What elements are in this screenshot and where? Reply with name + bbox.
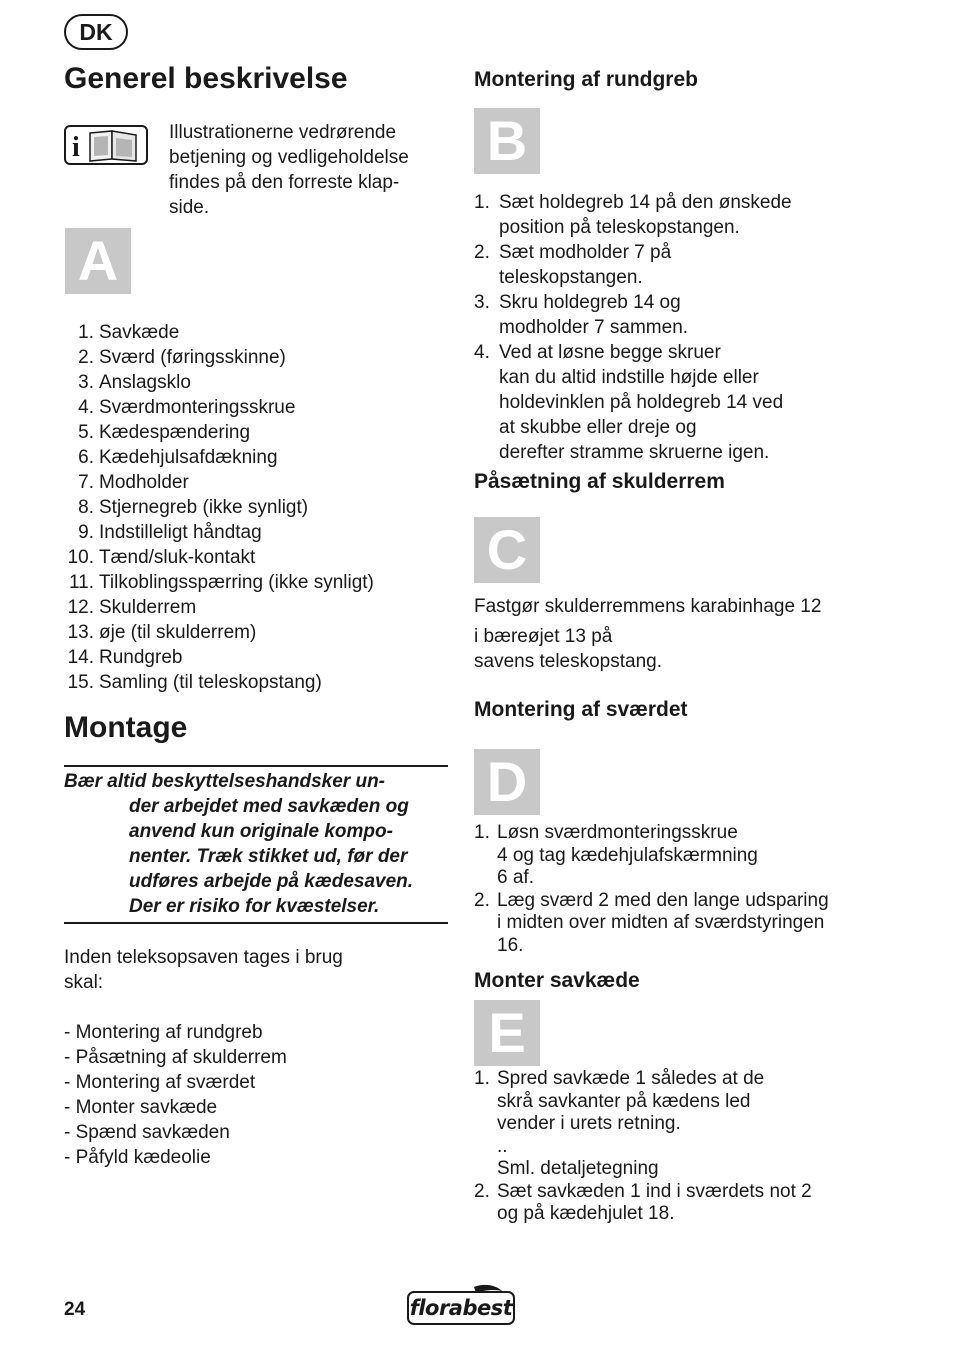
item-text: øje (til skulderrem): [99, 622, 257, 643]
parts-list: [64, 320, 444, 695]
list-item: [474, 290, 894, 340]
item-number: 9.: [78, 522, 94, 543]
logo-text: florabest: [409, 1296, 513, 1320]
text-line: savens teleskopstang.: [474, 651, 663, 672]
list-item: [64, 495, 444, 520]
section-heading-montage: Montage: [64, 711, 188, 744]
svaerdet-steps: [474, 822, 914, 957]
svg-text:i: i: [72, 132, 80, 163]
item-line: at skubbe eller dreje og: [499, 417, 697, 438]
list-item: [474, 1181, 914, 1226]
item-text: Modholder: [99, 472, 189, 493]
info-text-line: side.: [169, 197, 210, 218]
list-item: [64, 445, 444, 470]
section-heading-skulderrem: Påsætning af skulderrem: [474, 470, 725, 493]
item-text: Tænd/sluk-kontakt: [99, 547, 256, 568]
item-text: Stjernegreb (ikke synligt): [99, 497, 309, 518]
text-line: i bæreøjet 13 på: [474, 626, 613, 647]
item-line: Læg sværd 2 med den lange udsparing: [497, 889, 829, 911]
section-heading-rundgreb: Montering af rundgreb: [474, 68, 698, 91]
list-item: [474, 190, 894, 240]
item-number: 11.: [68, 572, 94, 593]
warning-bottom-rule: [64, 922, 448, 924]
list-item: [64, 645, 444, 670]
list-item: [64, 620, 444, 645]
item-number: 2.: [474, 1180, 490, 1202]
list-item: [64, 370, 444, 395]
item-number: 3.: [78, 372, 94, 393]
item-number: 8.: [78, 497, 94, 518]
list-item: [474, 890, 914, 958]
section-heading-svaerdet: Montering af sværdet: [474, 698, 688, 721]
item-line: Sæt holdegreb 14 på den ønskede: [499, 192, 792, 213]
list-item: [64, 570, 444, 595]
item-number: 10.: [67, 547, 94, 568]
section-heading-general: Generel beskrivelse: [64, 62, 348, 95]
item-number: 2.: [78, 347, 94, 368]
item-text: Anslagsklo: [99, 372, 191, 393]
list-item: [64, 320, 444, 345]
info-text-line: betjening og vedligeholdelse: [169, 147, 409, 168]
list-item: [64, 395, 444, 420]
item-text: Kædehjulsafdækning: [99, 447, 278, 468]
item-line: Ved at løsne begge skruer: [499, 342, 721, 363]
intro-line: skal:: [64, 972, 104, 993]
item-text: Savkæde: [99, 322, 180, 343]
item-line: 16.: [497, 934, 524, 956]
list-item: [474, 1068, 914, 1181]
item-number: 1.: [474, 822, 490, 843]
item-text: Rundgreb: [99, 647, 183, 668]
figure-d-label: D: [474, 749, 540, 815]
item-line: Sæt savkæden 1 ind i sværdets not 2: [497, 1180, 812, 1202]
item-line: 4 og tag kædehjulafskærmning: [497, 844, 758, 866]
list-item: [64, 470, 444, 495]
item-line: derefter stramme skruerne igen.: [499, 442, 770, 463]
figure-e-label: E: [474, 1000, 540, 1066]
item-number: 7.: [78, 472, 94, 493]
info-text-line: findes på den forreste klap-: [169, 172, 400, 193]
skulderrem-text: [474, 594, 821, 674]
figure-a-label: A: [65, 228, 131, 294]
step-item: - Monter savkæde: [64, 1097, 218, 1118]
warning-line: Der er risiko for kvæstelser.: [129, 896, 380, 917]
item-number: 1.: [78, 322, 94, 343]
item-number: 2.: [474, 242, 490, 263]
safety-warning: [64, 769, 448, 919]
warning-line: udføres arbejde på kædesaven.: [129, 871, 414, 892]
list-item: [64, 345, 444, 370]
item-line: Sæt modholder 7 på: [499, 242, 672, 263]
language-badge: DK: [64, 14, 128, 50]
warning-line: der arbejdet med savkæden og: [129, 796, 409, 817]
text-line: Fastgør skulderremmens karabinhage 12: [474, 596, 822, 617]
savkaede-steps: [474, 1068, 914, 1226]
item-number: 14.: [67, 647, 94, 668]
item-line: vender i urets retning.: [497, 1113, 681, 1134]
step-item: - Påfyld kædeolie: [64, 1147, 211, 1168]
step-item: - Montering af sværdet: [64, 1072, 256, 1093]
step-item: - Montering af rundgreb: [64, 1022, 263, 1043]
item-line: og på kædehjulet 18.: [497, 1203, 675, 1224]
info-manual-icon: [64, 125, 148, 165]
list-item: [474, 340, 894, 465]
item-line: i midten over midten af sværdstyringen: [497, 912, 825, 933]
item-line: 6 af.: [497, 867, 534, 888]
item-number: 13.: [67, 622, 94, 643]
item-line: position på teleskopstangen.: [499, 217, 740, 238]
item-text: Sværd (føringsskinne): [99, 347, 286, 368]
item-number: 1.: [474, 1068, 490, 1089]
item-text: Samling (til teleskopstang): [99, 672, 322, 693]
item-line: ..: [497, 1135, 508, 1157]
step-item: - Spænd savkæden: [64, 1122, 230, 1143]
section-heading-savkaede: Monter savkæde: [474, 969, 640, 992]
warning-top-rule: [64, 765, 448, 767]
item-number: 3.: [474, 292, 490, 313]
list-item: [64, 420, 444, 445]
item-number: 5.: [78, 422, 94, 443]
item-text: Skulderrem: [99, 597, 197, 618]
item-line: skrå savkanter på kædens led: [497, 1090, 751, 1112]
item-line: Spred savkæde 1 således at de: [497, 1068, 765, 1089]
florabest-logo: [406, 1283, 516, 1327]
assembly-steps: [64, 1020, 287, 1170]
item-text: Sværdmonteringsskrue: [99, 397, 296, 418]
list-item: [474, 240, 894, 290]
step-item: - Påsætning af skulderrem: [64, 1047, 287, 1068]
assembly-intro: [64, 945, 343, 995]
info-text-line: Illustrationerne vedrørende: [169, 122, 397, 143]
info-text: [169, 120, 409, 220]
item-number: 6.: [78, 447, 94, 468]
figure-b-label: B: [474, 108, 540, 174]
rundgreb-steps: [474, 190, 894, 465]
warning-line: Bær altid beskyttelseshandsker un-: [64, 771, 385, 792]
item-text: Tilkoblingsspærring (ikke synligt): [99, 572, 374, 593]
item-text: Kædespændering: [99, 422, 251, 443]
item-number: 4.: [474, 342, 490, 363]
item-number: 15.: [67, 672, 94, 693]
item-number: 4.: [78, 397, 94, 418]
list-item: [64, 520, 444, 545]
item-line: Løsn sværdmonteringsskrue: [497, 822, 738, 843]
warning-line: anvend kun originale kompo-: [129, 821, 393, 842]
item-text: Indstilleligt håndtag: [99, 522, 262, 543]
item-line: holdevinklen på holdegreb 14 ved: [499, 392, 784, 413]
list-item: [64, 545, 444, 570]
item-line: modholder 7 sammen.: [499, 317, 689, 338]
list-item: [64, 595, 444, 620]
item-line: Sml. detaljetegning: [497, 1158, 659, 1179]
warning-line: nenter. Træk stikket ud, før der: [129, 846, 408, 867]
item-line: kan du altid indstille højde eller: [499, 367, 759, 388]
item-line: Skru holdegreb 14 og: [499, 292, 681, 313]
page-number: 24: [64, 1299, 86, 1320]
figure-c-label: C: [474, 517, 540, 583]
item-number: 12.: [67, 597, 94, 618]
item-number: 2.: [474, 889, 490, 911]
intro-line: Inden teleksopsaven tages i brug: [64, 947, 343, 968]
list-item: [474, 822, 914, 890]
item-line: teleskopstangen.: [499, 267, 643, 288]
item-number: 1.: [474, 192, 490, 213]
list-item: [64, 670, 444, 695]
